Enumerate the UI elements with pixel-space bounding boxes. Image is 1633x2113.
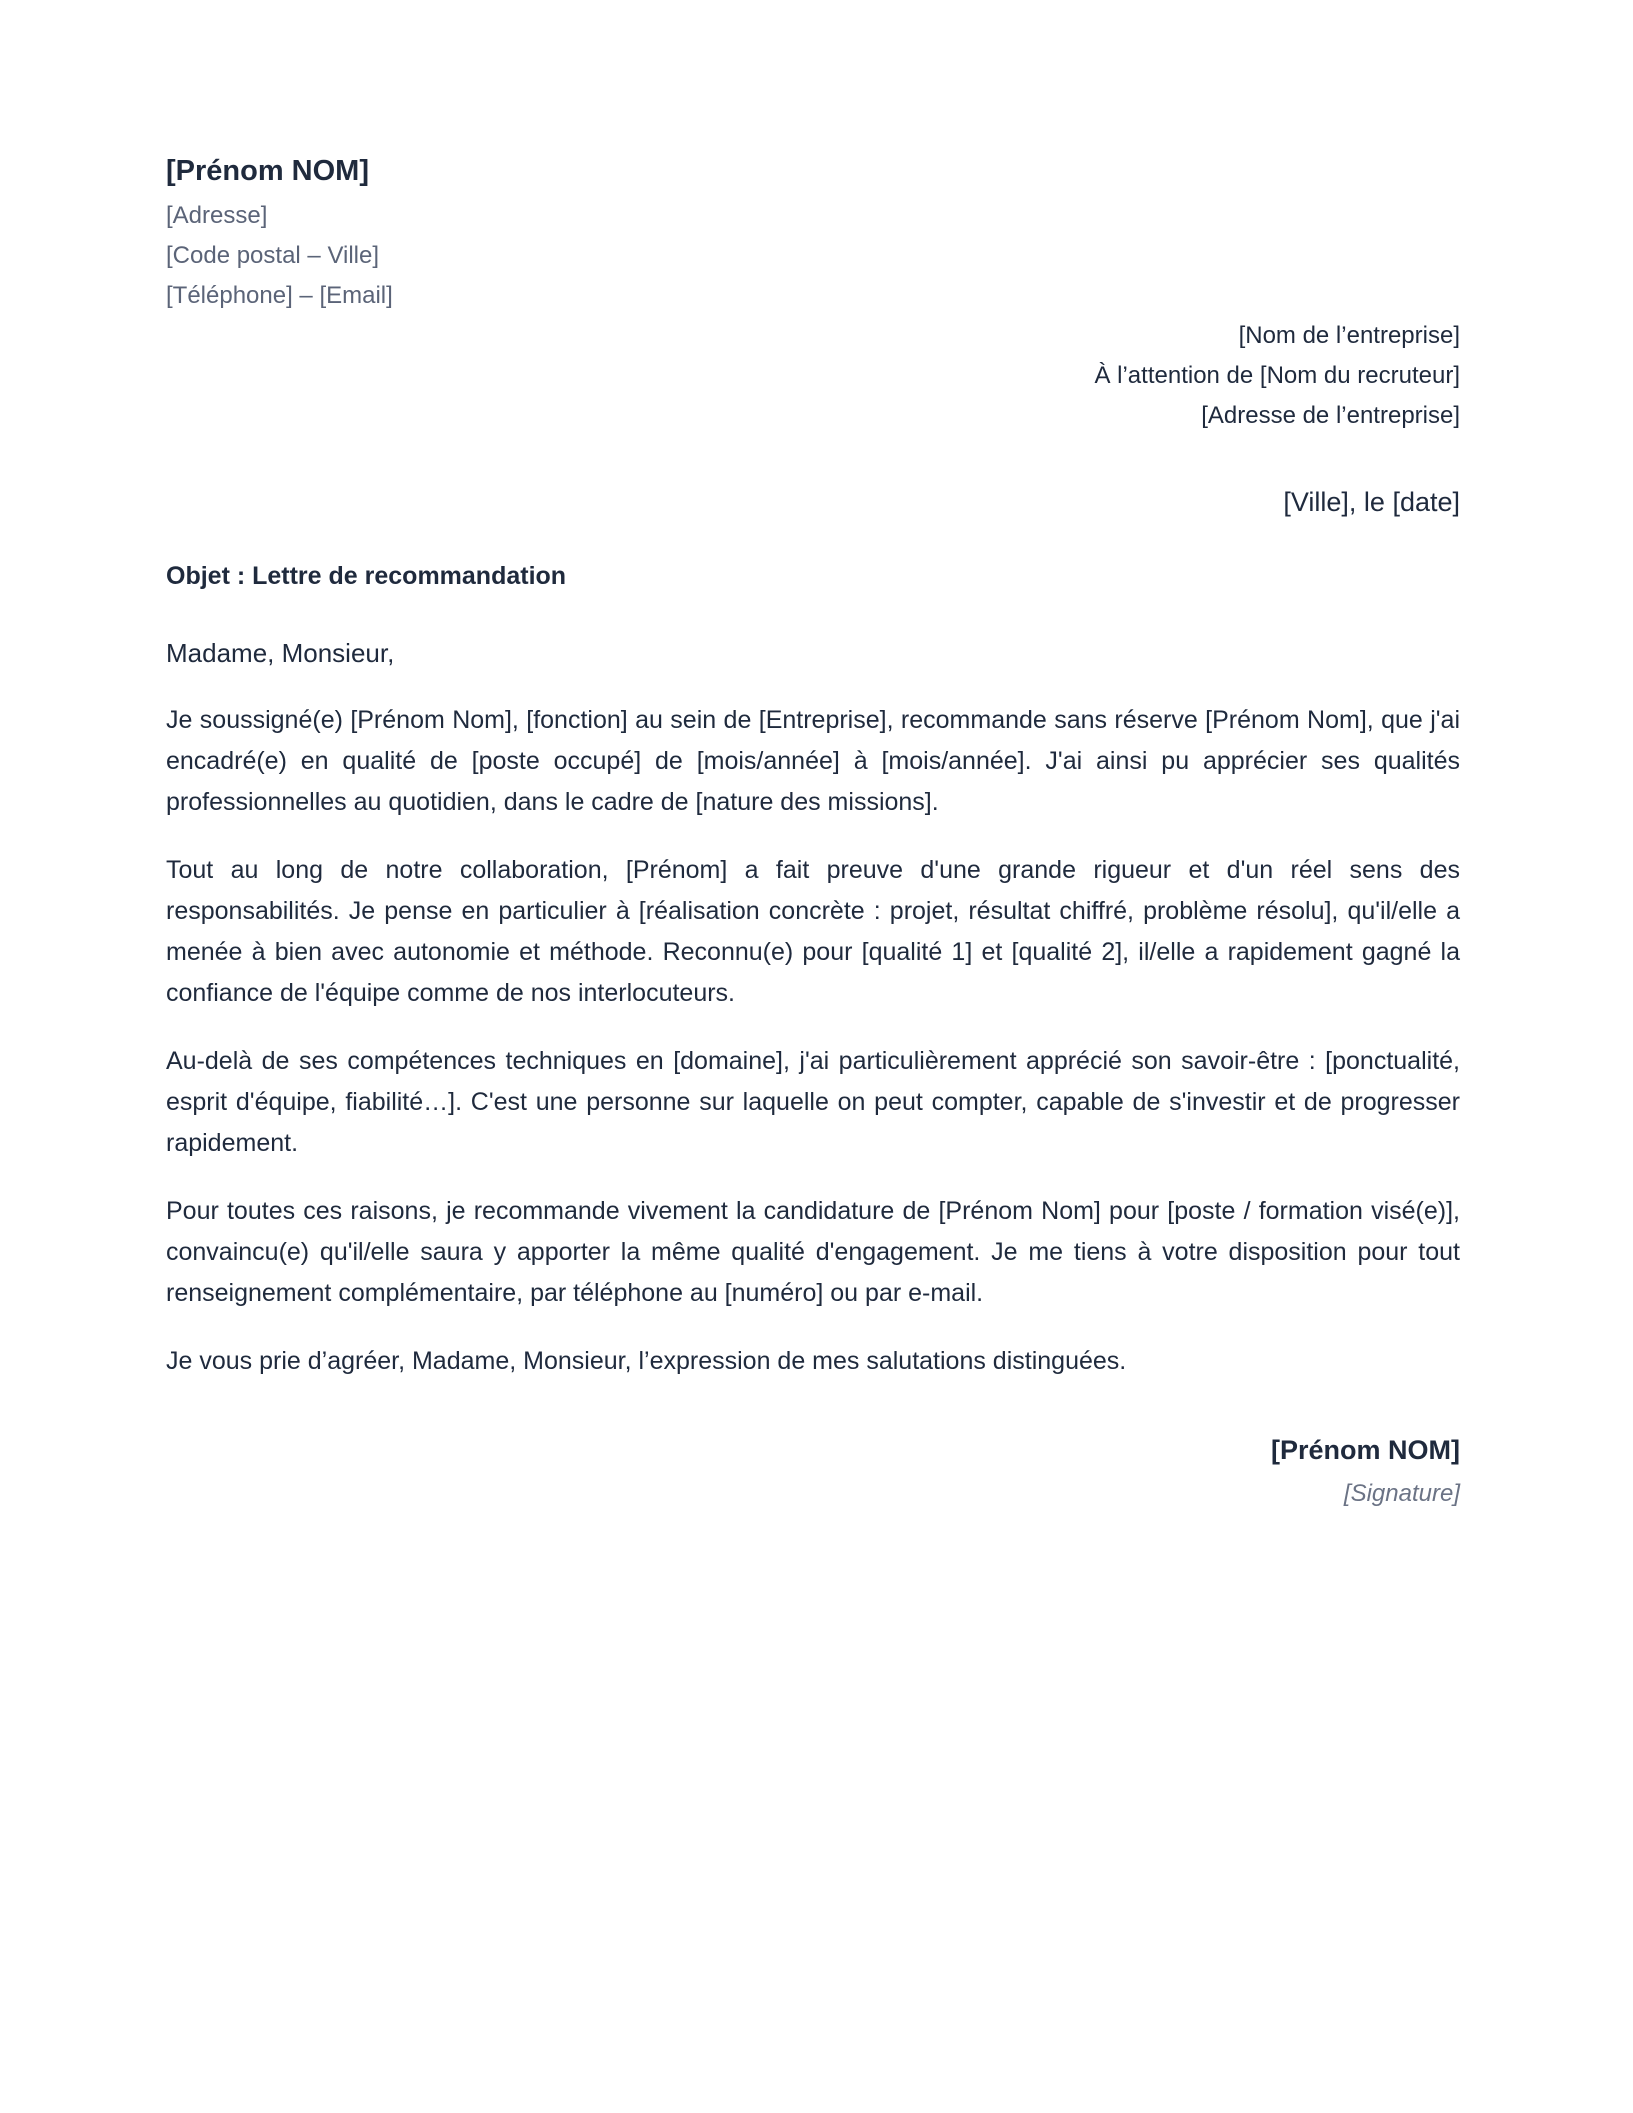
signature-placeholder: [Signature]	[1343, 1480, 1460, 1507]
body-paragraph: Je soussigné(e) [Prénom Nom], [fonction] au sein de [Entreprise], recommande sans réserve [Prénom Nom], que j'ai encadré(e) en qualité de [poste occupé] de [mois/année] à [mois/année]. J'ai ainsi pu apprécier ses qualités professionnelles au quotidien, dans le cadre de [nature des missions].	[166, 706, 1460, 816]
closing-formula: Je vous prie d’agréer, Madame, Monsieur, l’expression de mes salutations distinguées.	[166, 1347, 1127, 1375]
recipient-address: [Adresse de l’entreprise]	[1201, 402, 1460, 429]
recipient-block	[166, 316, 1460, 436]
body-paragraph: Pour toutes ces raisons, je recommande vivement la candidature de [Prénom Nom] pour [poste / formation visé(e)], convaincu(e) qu'il/elle saura y apporter la même qualité d'engagement. Je me tiens à votre disposition pour tout renseignement complémentaire, par téléphone au [numéro] ou par e-mail.	[166, 1197, 1460, 1307]
letter-content	[166, 152, 1460, 1514]
body-paragraph: Tout au long de notre collaboration, [Prénom] a fait preuve d'une grande rigueur et d'un réel sens des responsabilités. Je pense en particulier à [réalisation concrète : projet, résultat chiffré, problème résolu], qu'il/elle a menée à bien avec autonomie et méthode. Reconnu(e) pour [qualité 1] et [qualité 2], il/elle a rapidement gagné la confiance de l'équipe comme de nos interlocuteurs.	[166, 856, 1460, 1007]
sender-postal-city: [Code postal – Ville]	[166, 242, 380, 269]
recipient-attention: À l’attention de [Nom du recruteur]	[1094, 362, 1460, 389]
signature-block	[166, 1430, 1460, 1514]
sender-address: [Adresse]	[166, 202, 268, 229]
subject-line: Objet : Lettre de recommandation	[166, 562, 567, 590]
sender-contact: [Téléphone] – [Email]	[166, 282, 393, 309]
sender-block	[166, 152, 1460, 316]
sender-name: [Prénom NOM]	[166, 155, 369, 187]
salutation: Madame, Monsieur,	[166, 638, 395, 668]
signer-name: [Prénom NOM]	[1271, 1435, 1460, 1465]
recipient-company: [Nom de l’entreprise]	[1238, 322, 1460, 349]
date-line: [Ville], le [date]	[1283, 487, 1460, 517]
body-paragraph: Au-delà de ses compétences techniques en [domaine], j'ai particulièrement apprécié son savoir-être : [ponctualité, esprit d'équipe, fiabilité…]. C'est une personne sur laquelle on peut compter, capable de s'investir et de progresser rapidement.	[166, 1047, 1460, 1157]
